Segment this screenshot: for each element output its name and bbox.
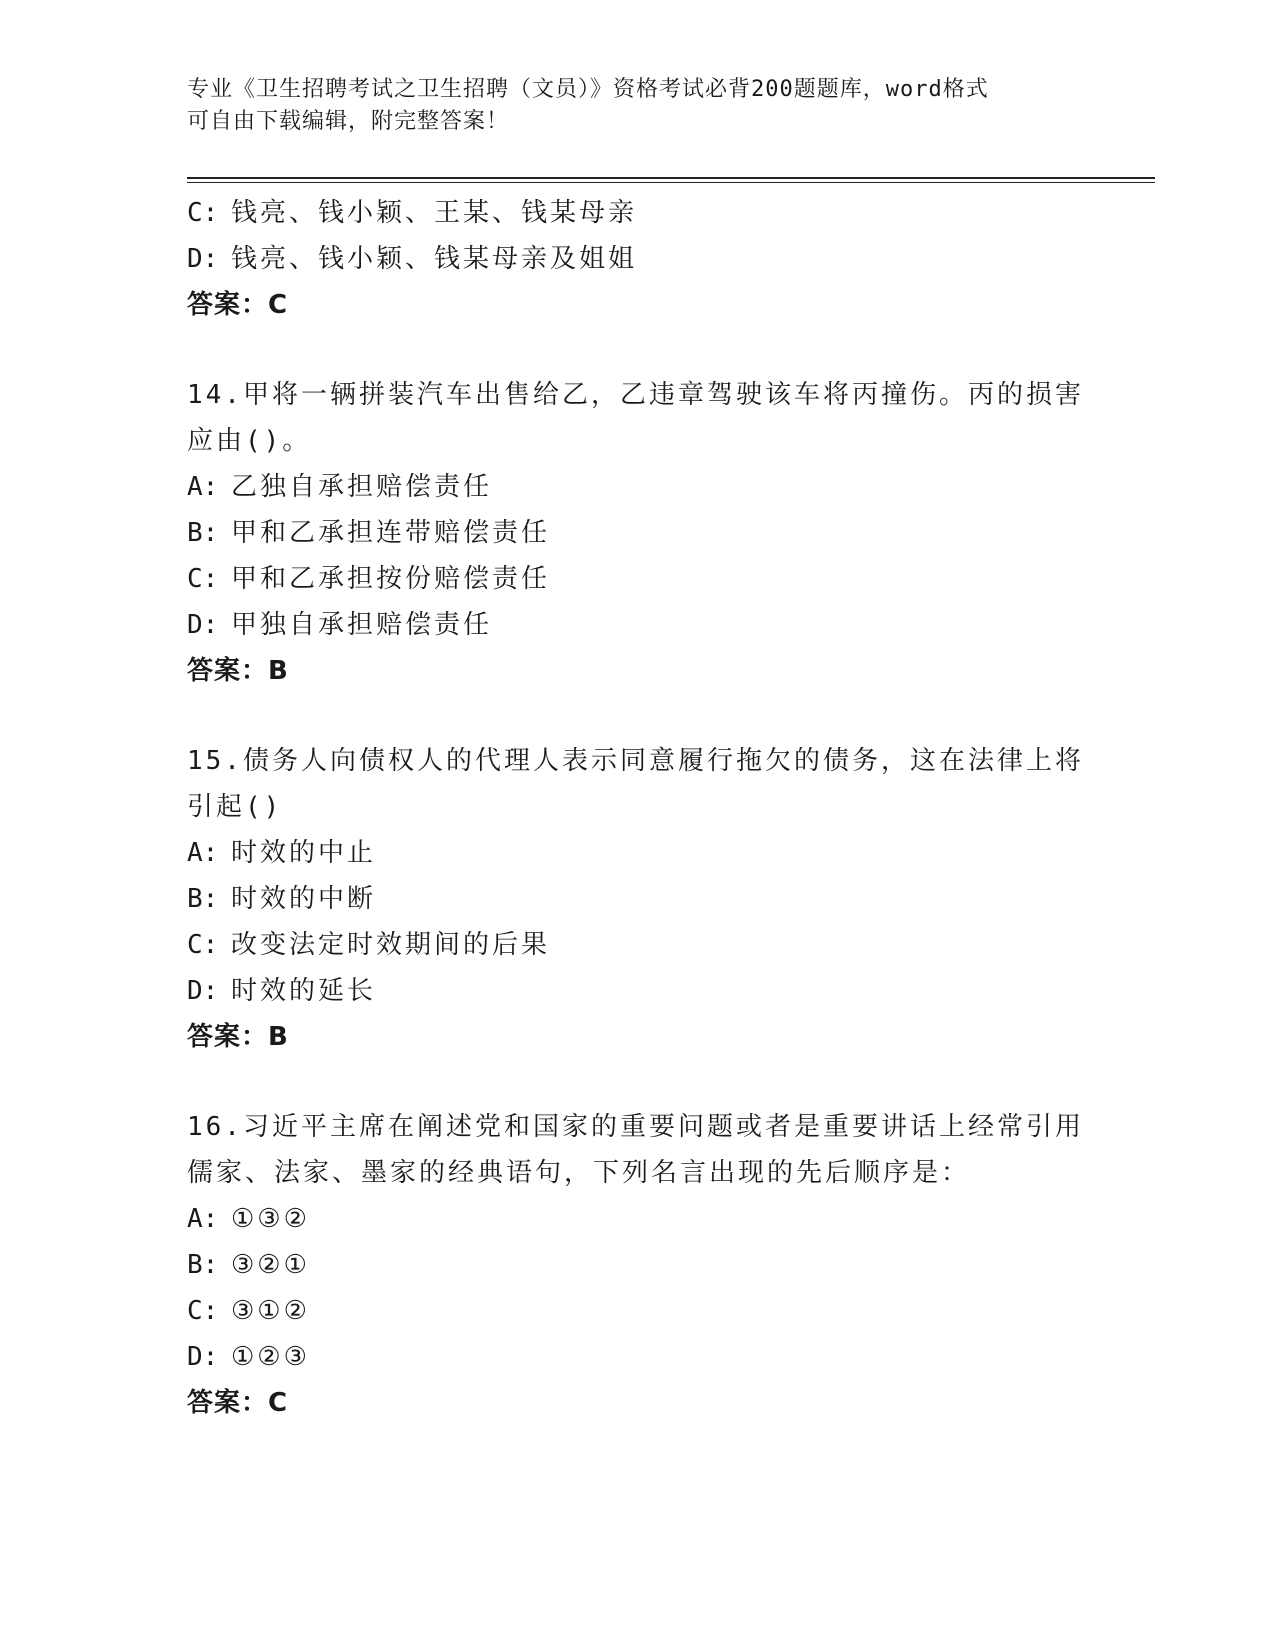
option-a: A: 时效的中止	[187, 838, 377, 868]
option-b: B: 时效的中断	[187, 884, 377, 914]
answer-line: 答案：C	[187, 1388, 289, 1418]
answer-line: 答案：B	[187, 1022, 289, 1052]
question-stem-line: 14.甲将一辆拼装汽车出售给乙，乙违章驾驶该车将丙撞伤。丙的损害	[187, 380, 1084, 410]
question-14	[187, 372, 1087, 694]
question-stem-line: 15.债务人向债权人的代理人表示同意履行拖欠的债务，这在法律上将	[187, 746, 1084, 776]
option-c: C: 钱亮、钱小颖、王某、钱某母亲	[187, 198, 638, 228]
question-list	[187, 190, 1087, 1426]
option-a: A: 乙独自承担赔偿责任	[187, 472, 493, 502]
header-title-line-1: 专业《卫生招聘考试之卫生招聘（文员）》资格考试必背200题题库，word格式	[187, 77, 989, 102]
option-d: D: 时效的延长	[187, 976, 377, 1006]
answer-line: 答案：B	[187, 656, 289, 686]
page-header	[187, 74, 1067, 138]
question-stem-line: 16.习近平主席在阐述党和国家的重要问题或者是重要讲话上经常引用	[187, 1112, 1084, 1142]
option-d: D: ①②③	[187, 1342, 310, 1372]
option-d: D: 甲独自承担赔偿责任	[187, 610, 493, 640]
question-stem-line: 引起()	[187, 792, 283, 822]
option-b: B: ③②①	[187, 1250, 310, 1280]
option-b: B: 甲和乙承担连带赔偿责任	[187, 518, 551, 548]
option-c: C: 改变法定时效期间的后果	[187, 930, 551, 960]
option-c: C: ③①②	[187, 1296, 310, 1326]
option-a: A: ①③②	[187, 1204, 310, 1234]
question-stem-line: 儒家、法家、墨家的经典语句，下列名言出现的先后顺序是：	[187, 1158, 971, 1188]
header-title-line-2: 可自由下载编辑，附完整答案！	[187, 109, 510, 134]
question-13-continued	[187, 190, 1087, 328]
question-16	[187, 1104, 1087, 1426]
option-c: C: 甲和乙承担按份赔偿责任	[187, 564, 551, 594]
header-divider	[187, 177, 1155, 183]
answer-line: 答案：C	[187, 290, 289, 320]
option-d: D: 钱亮、钱小颖、钱某母亲及姐姐	[187, 244, 638, 274]
question-15	[187, 738, 1087, 1060]
question-stem-line: 应由()。	[187, 426, 312, 456]
